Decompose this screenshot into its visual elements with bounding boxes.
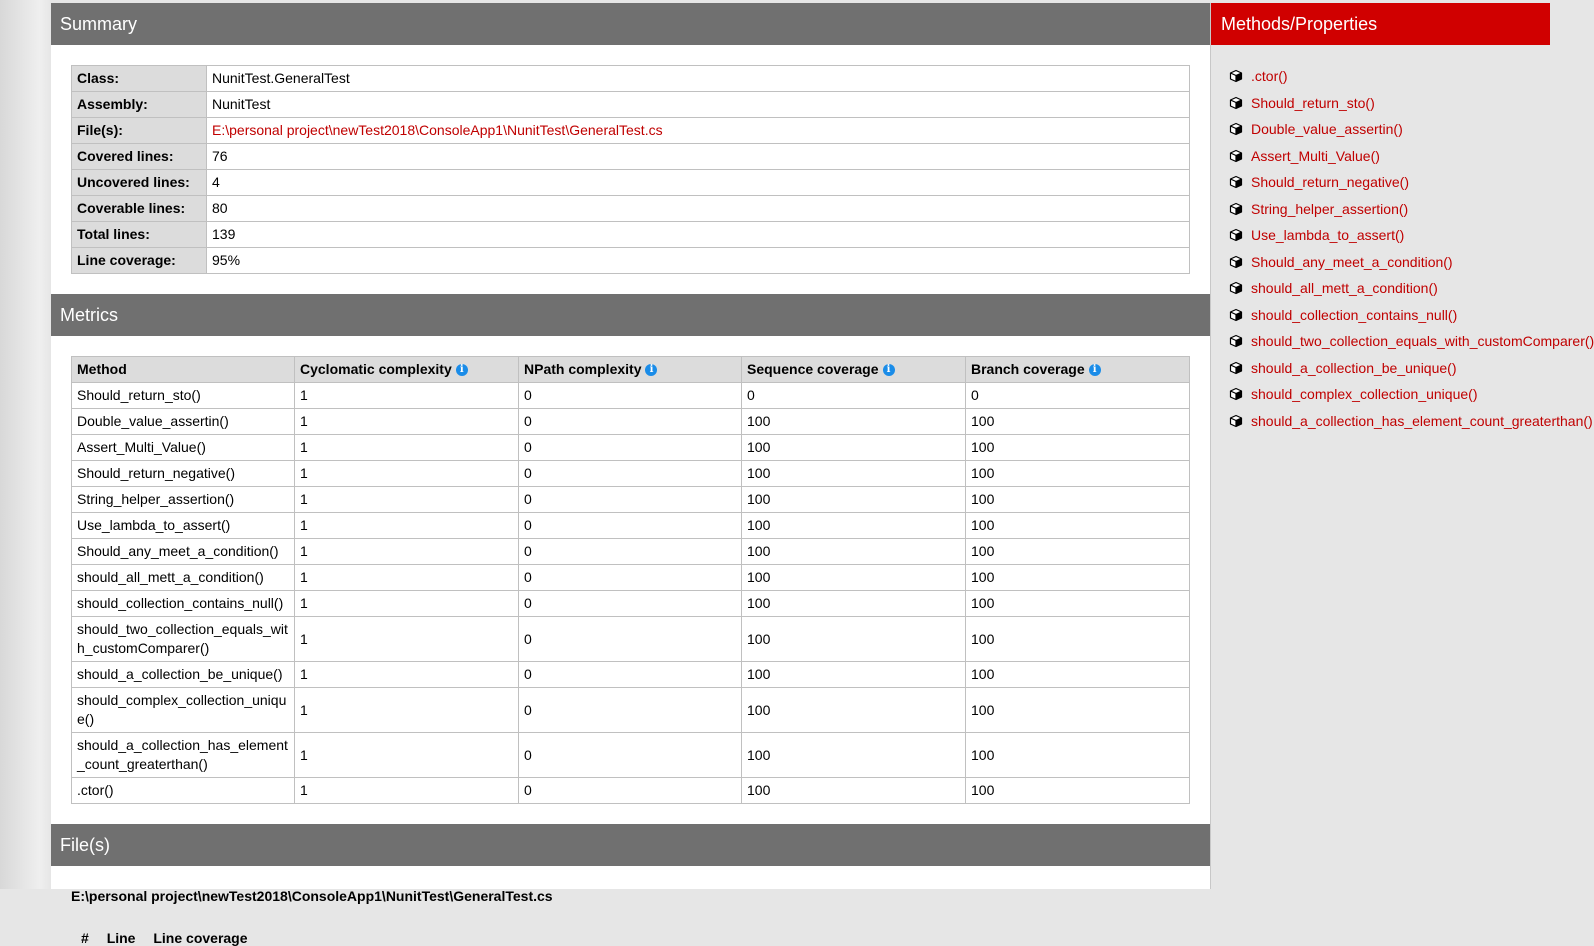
summary-row-assembly — [72, 92, 1190, 118]
summary-table — [71, 65, 1190, 274]
column-header-method[interactable]: Method — [72, 357, 295, 383]
summary-value: 80 — [207, 196, 1190, 222]
cube-icon — [1230, 117, 1242, 129]
npath-value: 0 — [519, 591, 742, 617]
cube-icon — [1230, 356, 1242, 368]
method-link[interactable]: should_complex_collection_unique() — [1251, 386, 1478, 402]
metrics-header-row — [72, 357, 1190, 383]
method-link[interactable]: Assert_Multi_Value() — [1251, 147, 1380, 164]
npath-value: 0 — [519, 513, 742, 539]
table-row — [72, 688, 1190, 733]
sidebar — [1210, 3, 1594, 889]
list-item — [1230, 196, 1530, 223]
summary-value: 76 — [207, 144, 1190, 170]
cyclomatic-value: 1 — [295, 487, 519, 513]
info-icon[interactable]: i — [883, 364, 895, 376]
sequence-value: 100 — [742, 688, 966, 733]
column-header-npath[interactable]: NPath complexity i — [519, 357, 742, 383]
methods-list — [1211, 45, 1594, 434]
info-icon[interactable]: i — [1089, 364, 1101, 376]
line-table-header — [71, 930, 1190, 946]
npath-value: 0 — [519, 435, 742, 461]
cube-icon — [1230, 223, 1242, 235]
method-name: should_a_collection_be_unique() — [72, 662, 295, 688]
sequence-value: 100 — [742, 778, 966, 804]
files-header: File(s) — [51, 824, 1210, 866]
branch-value: 100 — [966, 461, 1190, 487]
summary-label: Total lines: — [72, 222, 207, 248]
method-link[interactable]: Should_return_negative() — [1251, 174, 1409, 190]
list-item — [1230, 355, 1530, 382]
table-row — [72, 461, 1190, 487]
table-row — [72, 662, 1190, 688]
method-link[interactable]: should_collection_contains_null() — [1251, 306, 1458, 323]
metrics-header: Metrics — [51, 294, 1210, 336]
info-icon[interactable]: i — [456, 364, 468, 376]
summary-value: 4 — [207, 170, 1190, 196]
table-row — [72, 617, 1190, 662]
cube-icon — [1230, 170, 1242, 182]
table-row — [72, 778, 1190, 804]
list-item — [1230, 169, 1530, 196]
table-row — [72, 435, 1190, 461]
sidebar-header: Methods/Properties — [1211, 3, 1550, 45]
method-link[interactable]: Double_value_assertin() — [1251, 121, 1403, 137]
branch-value: 100 — [966, 539, 1190, 565]
summary-value: NunitTest.GeneralTest — [207, 66, 1190, 92]
method-name: should_a_collection_has_element_count_greaterthan() — [72, 733, 295, 778]
npath-value: 0 — [519, 662, 742, 688]
column-header-number: # — [81, 930, 89, 946]
summary-label: Uncovered lines: — [72, 170, 207, 196]
cube-icon — [1230, 250, 1242, 262]
table-row — [72, 383, 1190, 409]
method-name: Double_value_assertin() — [72, 409, 295, 435]
cyclomatic-value: 1 — [295, 461, 519, 487]
method-link[interactable]: should_a_collection_be_unique() — [1251, 359, 1457, 376]
cyclomatic-value: 1 — [295, 662, 519, 688]
method-link[interactable]: Use_lambda_to_assert() — [1251, 227, 1405, 243]
npath-value: 0 — [519, 617, 742, 662]
files-body — [51, 866, 1210, 946]
table-row — [72, 733, 1190, 778]
cyclomatic-value: 1 — [295, 409, 519, 435]
branch-value: 100 — [966, 409, 1190, 435]
column-header-sequence[interactable]: Sequence coverage i — [742, 357, 966, 383]
branch-value: 100 — [966, 662, 1190, 688]
sequence-value: 100 — [742, 733, 966, 778]
summary-row-file-s — [72, 118, 1190, 144]
list-item — [1230, 328, 1594, 355]
cyclomatic-value: 1 — [295, 617, 519, 662]
cube-icon — [1230, 91, 1242, 103]
cyclomatic-value: 1 — [295, 435, 519, 461]
sequence-value: 100 — [742, 435, 966, 461]
cube-icon — [1230, 64, 1242, 76]
cube-icon — [1230, 303, 1242, 315]
summary-row-class — [72, 66, 1190, 92]
table-row — [72, 513, 1190, 539]
sequence-value: 0 — [742, 383, 966, 409]
list-item — [1230, 143, 1530, 170]
cube-icon — [1230, 329, 1242, 341]
sequence-value: 100 — [742, 565, 966, 591]
npath-value: 0 — [519, 565, 742, 591]
summary-label: Coverable lines: — [72, 196, 207, 222]
method-name: String_helper_assertion() — [72, 487, 295, 513]
method-link[interactable]: Should_any_meet_a_condition() — [1251, 253, 1453, 270]
column-header-line-coverage: Line coverage — [153, 930, 248, 946]
summary-header: Summary — [51, 3, 1210, 45]
npath-value: 0 — [519, 409, 742, 435]
method-link[interactable]: should_a_collection_has_element_count_greaterthan() — [1251, 412, 1593, 429]
main-content — [51, 3, 1210, 946]
summary-value: 95% — [207, 248, 1190, 274]
sequence-value: 100 — [742, 662, 966, 688]
branch-value: 100 — [966, 733, 1190, 778]
column-header-line: Line — [106, 930, 136, 946]
list-item — [1230, 90, 1530, 117]
cube-icon — [1230, 382, 1242, 394]
cube-icon — [1230, 409, 1242, 421]
npath-value: 0 — [519, 461, 742, 487]
summary-value: NunitTest — [207, 92, 1190, 118]
method-link[interactable]: should_all_mett_a_condition() — [1251, 280, 1438, 296]
summary-label: Covered lines: — [72, 144, 207, 170]
cyclomatic-value: 1 — [295, 688, 519, 733]
summary-value — [207, 118, 1190, 144]
branch-value: 0 — [966, 383, 1190, 409]
method-name: should_collection_contains_null() — [72, 591, 295, 617]
file-link[interactable]: E:\personal project\newTest2018\ConsoleApp1\NunitTest\GeneralTest.cs — [212, 122, 663, 138]
list-item — [1230, 63, 1530, 90]
sequence-value: 100 — [742, 591, 966, 617]
method-name: .ctor() — [72, 778, 295, 804]
branch-value: 100 — [966, 591, 1190, 617]
table-row — [72, 591, 1190, 617]
table-row — [72, 487, 1190, 513]
npath-value: 0 — [519, 688, 742, 733]
npath-value: 0 — [519, 539, 742, 565]
list-item — [1230, 302, 1530, 329]
method-name: Should_any_meet_a_condition() — [72, 539, 295, 565]
branch-value: 100 — [966, 435, 1190, 461]
cyclomatic-value: 1 — [295, 565, 519, 591]
list-item — [1230, 275, 1530, 302]
method-name: Should_return_sto() — [72, 383, 295, 409]
branch-value: 100 — [966, 565, 1190, 591]
cyclomatic-value: 1 — [295, 591, 519, 617]
summary-row-covered-lines — [72, 144, 1190, 170]
npath-value: 0 — [519, 487, 742, 513]
branch-value: 100 — [966, 688, 1190, 733]
branch-value: 100 — [966, 617, 1190, 662]
sequence-value: 100 — [742, 409, 966, 435]
summary-row-uncovered-lines — [72, 170, 1190, 196]
cube-icon — [1230, 276, 1242, 288]
cyclomatic-value: 1 — [295, 539, 519, 565]
column-header-branch[interactable]: Branch coverage i — [966, 357, 1190, 383]
summary-label: File(s): — [72, 118, 207, 144]
method-link[interactable]: should_two_collection_equals_with_customComparer() — [1251, 333, 1594, 349]
cyclomatic-value: 1 — [295, 513, 519, 539]
summary-label: Line coverage: — [72, 248, 207, 274]
summary-row-line-coverage — [72, 248, 1190, 274]
file-path-heading: E:\personal project\newTest2018\ConsoleApp1\NunitTest\GeneralTest.cs — [71, 888, 553, 904]
column-header-cyclomatic[interactable]: Cyclomatic complexity i — [295, 357, 519, 383]
sequence-value: 100 — [742, 461, 966, 487]
list-item — [1230, 222, 1530, 249]
cyclomatic-value: 1 — [295, 778, 519, 804]
summary-label: Assembly: — [72, 92, 207, 118]
method-link[interactable]: Should_return_sto() — [1251, 94, 1375, 111]
metrics-table — [71, 356, 1190, 804]
cyclomatic-value: 1 — [295, 383, 519, 409]
list-item — [1230, 381, 1530, 408]
method-name: should_two_collection_equals_with_customComparer() — [72, 617, 295, 662]
cube-icon — [1230, 144, 1242, 156]
cube-icon — [1230, 197, 1242, 209]
method-name: Assert_Multi_Value() — [72, 435, 295, 461]
info-icon[interactable]: i — [645, 364, 657, 376]
list-item — [1230, 249, 1530, 276]
metrics-body — [51, 336, 1210, 824]
sequence-value: 100 — [742, 513, 966, 539]
npath-value: 0 — [519, 383, 742, 409]
summary-row-total-lines — [72, 222, 1190, 248]
sequence-value: 100 — [742, 487, 966, 513]
summary-value: 139 — [207, 222, 1190, 248]
sequence-value: 100 — [742, 539, 966, 565]
table-row — [72, 409, 1190, 435]
table-row — [72, 539, 1190, 565]
summary-label: Class: — [72, 66, 207, 92]
method-name: should_complex_collection_unique() — [72, 688, 295, 733]
branch-value: 100 — [966, 778, 1190, 804]
method-link[interactable]: String_helper_assertion() — [1251, 200, 1409, 217]
list-item — [1230, 408, 1593, 435]
sequence-value: 100 — [742, 617, 966, 662]
method-link[interactable]: .ctor() — [1251, 68, 1288, 84]
cyclomatic-value: 1 — [295, 733, 519, 778]
method-name: Use_lambda_to_assert() — [72, 513, 295, 539]
method-name: should_all_mett_a_condition() — [72, 565, 295, 591]
branch-value: 100 — [966, 513, 1190, 539]
npath-value: 0 — [519, 778, 742, 804]
npath-value: 0 — [519, 733, 742, 778]
branch-value: 100 — [966, 487, 1190, 513]
method-name: Should_return_negative() — [72, 461, 295, 487]
table-row — [72, 565, 1190, 591]
summary-body — [51, 45, 1210, 294]
summary-row-coverable-lines — [72, 196, 1190, 222]
list-item — [1230, 116, 1530, 143]
